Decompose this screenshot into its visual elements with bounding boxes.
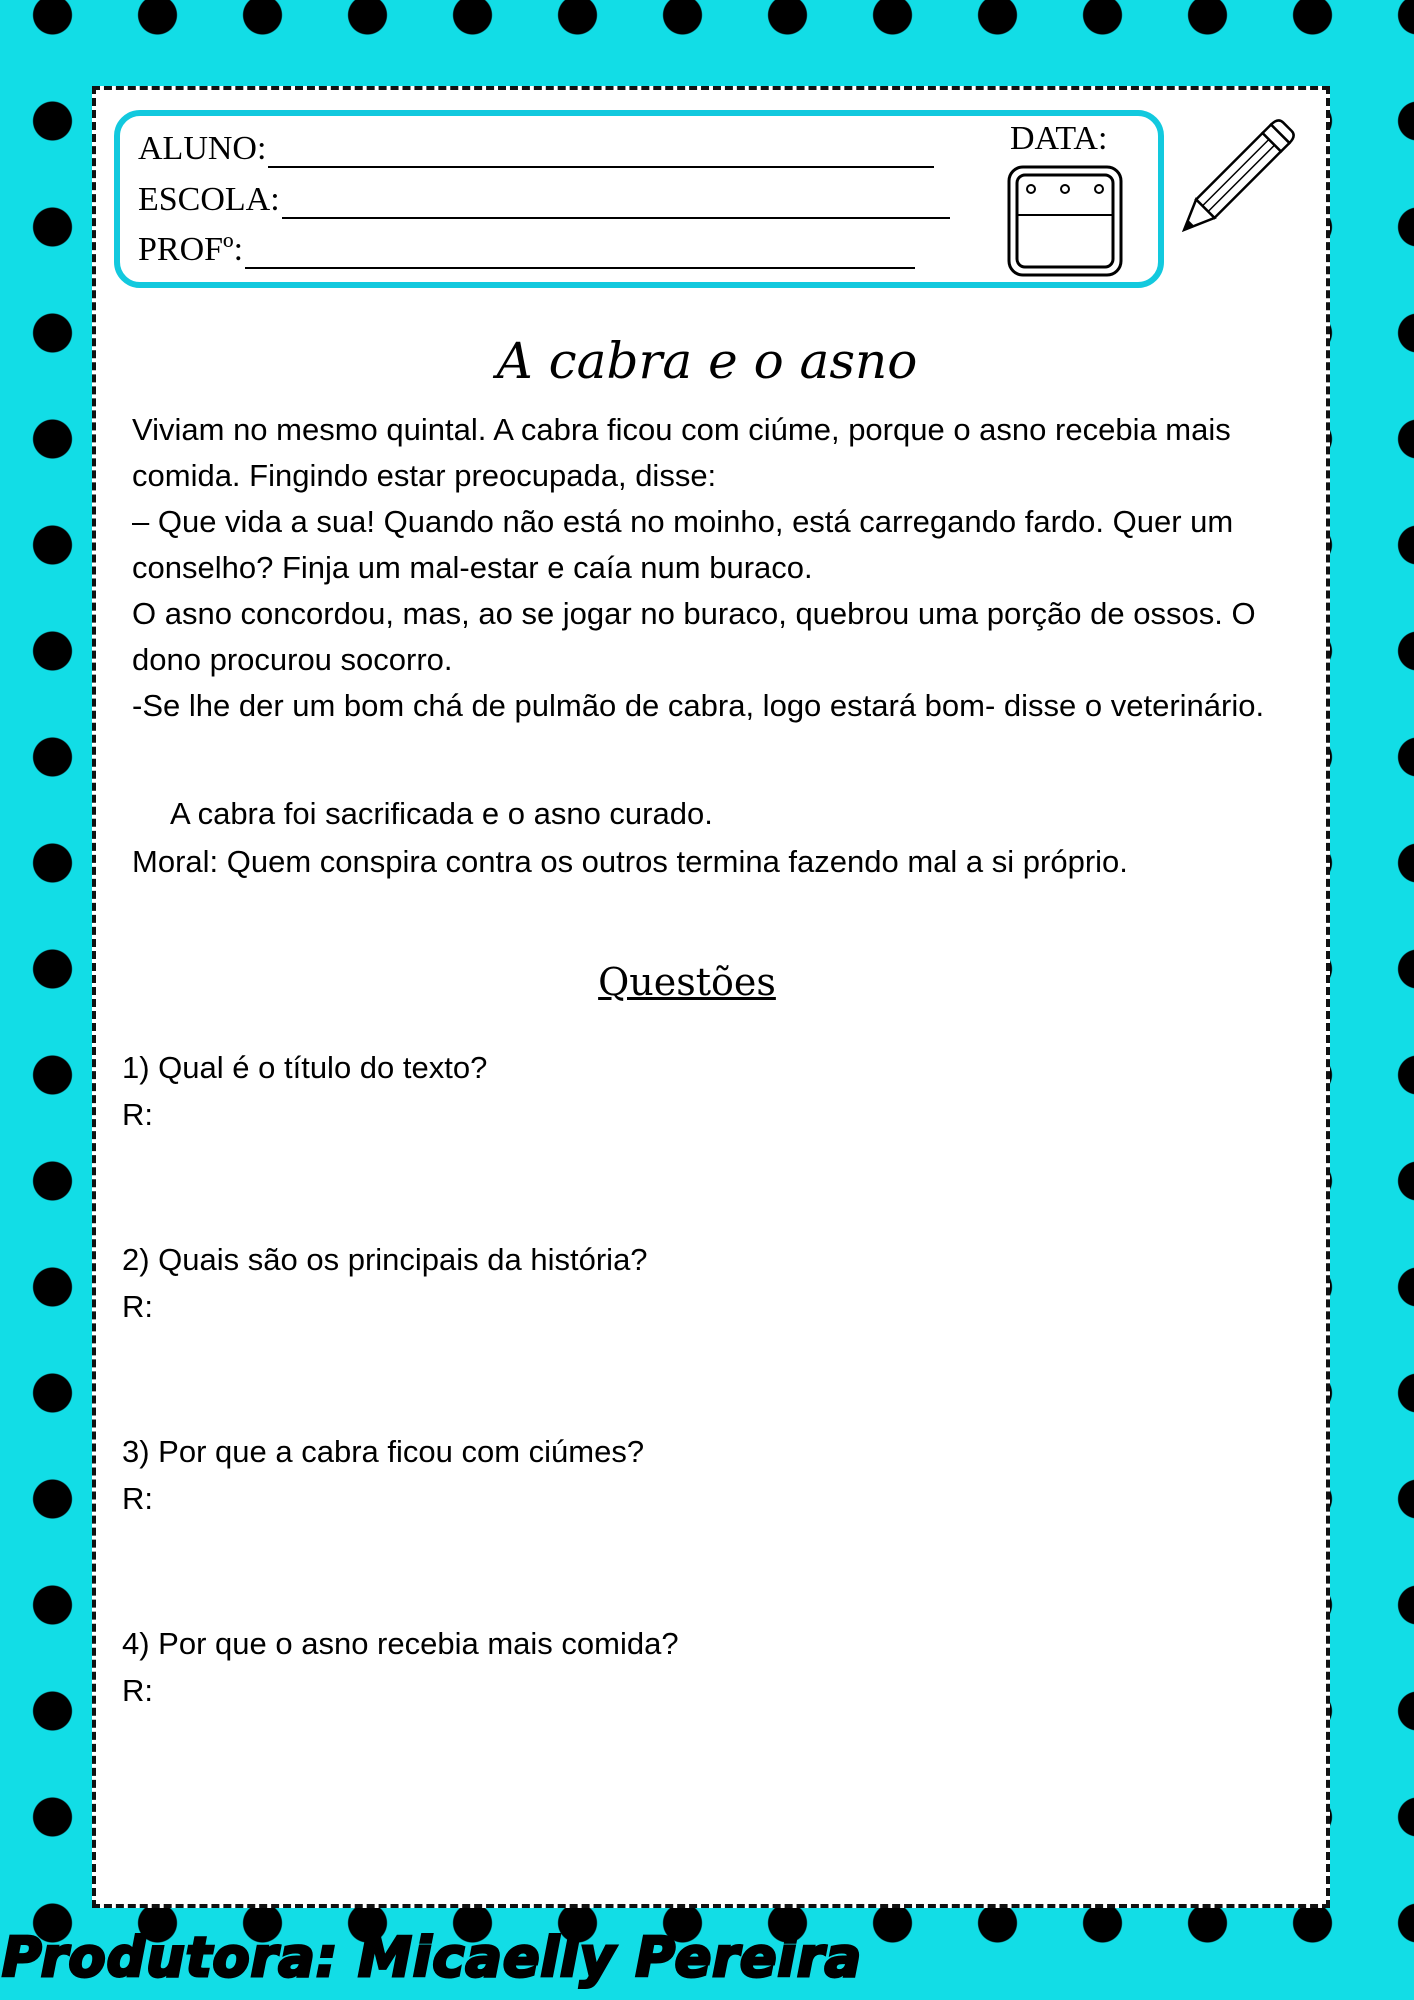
calendar-icon[interactable]	[1006, 164, 1124, 278]
question-item	[122, 1236, 648, 1330]
question-item	[122, 1044, 487, 1138]
prof-field[interactable]	[138, 231, 915, 269]
aluno-field[interactable]	[138, 130, 934, 168]
question-item	[122, 1428, 644, 1522]
story-moral: Moral: Quem conspira contra os outros termina fazendo mal a si próprio.	[132, 844, 1128, 879]
author-credit: Produtora: Micaelly Pereira	[2, 1926, 863, 1989]
question-item	[122, 1620, 679, 1714]
story-paragraph: O asno concordou, mas, ao se jogar no buraco, quebrou uma porção de ossos. O dono procurou socorro.	[132, 596, 1256, 677]
escola-field[interactable]	[138, 181, 950, 219]
aluno-label: ALUNO:	[138, 130, 267, 167]
answer-label[interactable]: R:	[122, 1289, 153, 1324]
student-info-box	[114, 110, 1164, 288]
answer-label[interactable]: R:	[122, 1097, 153, 1132]
story-paragraph: Viviam no mesmo quintal. A cabra ficou com ciúme, porque o asno recebia mais comida. Fingindo estar preocupada, disse:	[132, 412, 1231, 493]
story-title: A cabra e o asno	[496, 332, 918, 390]
story-paragraph: A cabra foi sacrificada e o asno curado.	[170, 796, 713, 831]
escola-label: ESCOLA:	[138, 181, 280, 218]
answer-label[interactable]: R:	[122, 1481, 153, 1516]
question-text: 3) Por que a cabra ficou com ciúmes?	[122, 1434, 645, 1469]
aluno-line[interactable]	[268, 136, 934, 168]
date-label: DATA:	[1010, 120, 1108, 157]
prof-line[interactable]	[245, 237, 915, 269]
escola-line[interactable]	[282, 187, 950, 219]
questions-title: Questões	[598, 960, 776, 1004]
story-paragraph: -Se lhe der um bom chá de pulmão de cabra, logo estará bom- disse o veterinário.	[132, 688, 1265, 723]
story-body	[132, 407, 1272, 729]
question-text: 2) Quais são os principais da história?	[122, 1242, 648, 1277]
answer-label[interactable]: R:	[122, 1673, 153, 1708]
prof-label: PROFº:	[138, 231, 244, 268]
story-paragraph: – Que vida a sua! Quando não está no moinho, está carregando fardo. Quer um conselho? Finja um mal-estar e caía num buraco.	[132, 504, 1234, 585]
pencil-icon	[1160, 104, 1310, 254]
question-text: 1) Qual é o título do texto?	[122, 1050, 488, 1085]
story-ending	[132, 790, 1272, 886]
question-text: 4) Por que o asno recebia mais comida?	[122, 1626, 679, 1661]
